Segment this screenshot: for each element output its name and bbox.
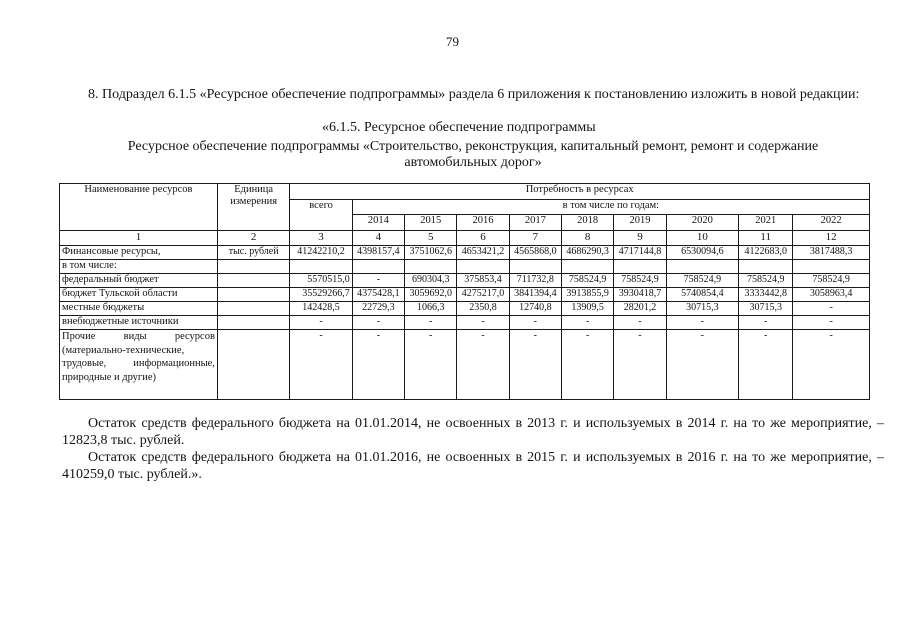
header-by-years: в том числе по годам: (352, 200, 869, 215)
table-cell: - (739, 316, 793, 330)
row-unit (217, 288, 289, 302)
table-cell: 758524,9 (561, 274, 613, 288)
table-cell: 4565868,0 (509, 246, 561, 260)
column-number: 3 (290, 231, 352, 246)
row-total: 41242210,2 (290, 246, 352, 260)
table-cell: 4717144,8 (614, 246, 666, 260)
table-cell (561, 260, 613, 274)
table-cell (405, 260, 457, 274)
row-unit (217, 274, 289, 288)
table-cell: 3913855,9 (561, 288, 613, 302)
header-year: 2015 (405, 215, 457, 231)
table-cell: 711732,8 (509, 274, 561, 288)
row-name-extrabudget: внебюджетные источники (60, 316, 218, 330)
table-cell: - (509, 316, 561, 330)
table-cell (509, 260, 561, 274)
header-year: 2014 (352, 215, 404, 231)
table-cell: - (793, 330, 870, 400)
footnote-1: Остаток средств федерального бюджета на 01.01.2014, не освоенных в 2013 г. и используемых в 2014 г. на то же мероприятие, – 12823,8 тыс. рублей. (62, 416, 884, 448)
row-total: 35529266,7 (290, 288, 352, 302)
table-cell: 758524,9 (739, 274, 793, 288)
column-number: 8 (561, 231, 613, 246)
row-name-local: местные бюджеты (60, 302, 218, 316)
table-cell (793, 260, 870, 274)
column-number: 12 (793, 231, 870, 246)
table-cell: - (666, 316, 738, 330)
row-unit (217, 260, 289, 274)
table-cell: 6530094,6 (666, 246, 738, 260)
header-total: всего (290, 200, 352, 231)
table-cell: - (614, 316, 666, 330)
table-cell: 4686290,3 (561, 246, 613, 260)
table-cell: - (739, 330, 793, 400)
column-number: 5 (405, 231, 457, 246)
table-cell: - (352, 316, 404, 330)
table-cell: 30715,3 (666, 302, 738, 316)
table-cell: 2350,8 (457, 302, 509, 316)
row-total (290, 260, 352, 274)
row-unit: тыс. рублей (217, 246, 289, 260)
table-cell: 3751062,6 (405, 246, 457, 260)
page-number: 79 (446, 34, 459, 49)
table-cell: - (793, 302, 870, 316)
table-cell: 4122683,0 (739, 246, 793, 260)
table-cell: - (666, 330, 738, 400)
column-number: 11 (739, 231, 793, 246)
row-name-including: в том числе: (60, 260, 218, 274)
row-unit (217, 316, 289, 330)
table-cell: - (457, 330, 509, 400)
row-name-financial: Финансовые ресурсы, (60, 246, 218, 260)
header-unit: Единица измерения (217, 184, 289, 231)
table-title-line-1: Ресурсное обеспечение подпрограммы «Строительство, реконструкция, капитальный ремонт, ремонт и содержание (127, 139, 819, 154)
table-cell: - (352, 330, 404, 400)
row-total: - (290, 330, 352, 400)
row-total: 142428,5 (290, 302, 352, 316)
row-unit (217, 302, 289, 316)
column-number: 7 (509, 231, 561, 246)
table-cell: - (614, 330, 666, 400)
table-cell: 3059692,0 (405, 288, 457, 302)
intro-paragraph: 8. Подраздел 6.1.5 «Ресурсное обеспечение подпрограммы» раздела 6 приложения к постановлению изложить в новой редакции: (88, 87, 860, 102)
table-cell: 690304,3 (405, 274, 457, 288)
table-cell: 12740,8 (509, 302, 561, 316)
section-heading: «6.1.5. Ресурсное обеспечение подпрограммы (322, 120, 596, 135)
row-total: - (290, 316, 352, 330)
row-name-federal: федеральный бюджет (60, 274, 218, 288)
row-name-tula: бюджет Тульской области (60, 288, 218, 302)
table-cell: - (561, 330, 613, 400)
header-year: 2017 (509, 215, 561, 231)
table-cell: 4398157,4 (352, 246, 404, 260)
table-cell: - (457, 316, 509, 330)
table-cell: 3841394,4 (509, 288, 561, 302)
header-year: 2021 (739, 215, 793, 231)
table-cell: 13909,5 (561, 302, 613, 316)
header-year: 2022 (793, 215, 870, 231)
table-cell: - (561, 316, 613, 330)
table-cell: 28201,2 (614, 302, 666, 316)
table-cell (739, 260, 793, 274)
table-cell (614, 260, 666, 274)
table-cell: 22729,3 (352, 302, 404, 316)
table-cell: - (405, 330, 457, 400)
table-cell: - (352, 274, 404, 288)
header-year: 2018 (561, 215, 613, 231)
table-cell: - (793, 316, 870, 330)
table-cell (666, 260, 738, 274)
header-year: 2020 (666, 215, 738, 231)
table-cell (352, 260, 404, 274)
header-year: 2019 (614, 215, 666, 231)
table-cell (457, 260, 509, 274)
table-cell: 3058963,4 (793, 288, 870, 302)
table-cell: 4375428,1 (352, 288, 404, 302)
row-total: 5570515,0 (290, 274, 352, 288)
column-number: 1 (60, 231, 218, 246)
table-cell: 3817488,3 (793, 246, 870, 260)
header-resources: Наименование ресурсов (60, 184, 218, 231)
header-year: 2016 (457, 215, 509, 231)
table-cell: 3333442,8 (739, 288, 793, 302)
column-number: 2 (217, 231, 289, 246)
table-cell: - (509, 330, 561, 400)
row-unit (217, 330, 289, 400)
footnote-2: Остаток средств федерального бюджета на 01.01.2016, не освоенных в 2015 г. и используемых в 2016 г. на то же мероприятие, – 410259,0 тыс. рублей.». (62, 450, 884, 482)
column-number: 9 (614, 231, 666, 246)
table-cell: 4653421,2 (457, 246, 509, 260)
table-cell: 5740854,4 (666, 288, 738, 302)
table-cell: 30715,3 (739, 302, 793, 316)
row-name-other: Прочие виды ресурсов (материально-технические, трудовые, информационные, природные и другие) (60, 330, 218, 400)
table-cell: - (405, 316, 457, 330)
table-cell: 4275217,0 (457, 288, 509, 302)
table-cell: 758524,9 (614, 274, 666, 288)
column-number: 4 (352, 231, 404, 246)
table-cell: 1066,3 (405, 302, 457, 316)
resource-table (59, 183, 870, 400)
table-title-line-2: автомобильных дорог» (404, 155, 542, 170)
table-cell: 758524,9 (793, 274, 870, 288)
table-cell: 758524,9 (666, 274, 738, 288)
column-number: 6 (457, 231, 509, 246)
table-cell: 375853,4 (457, 274, 509, 288)
column-number: 10 (666, 231, 738, 246)
table-cell: 3930418,7 (614, 288, 666, 302)
header-need: Потребность в ресурсах (290, 184, 870, 200)
